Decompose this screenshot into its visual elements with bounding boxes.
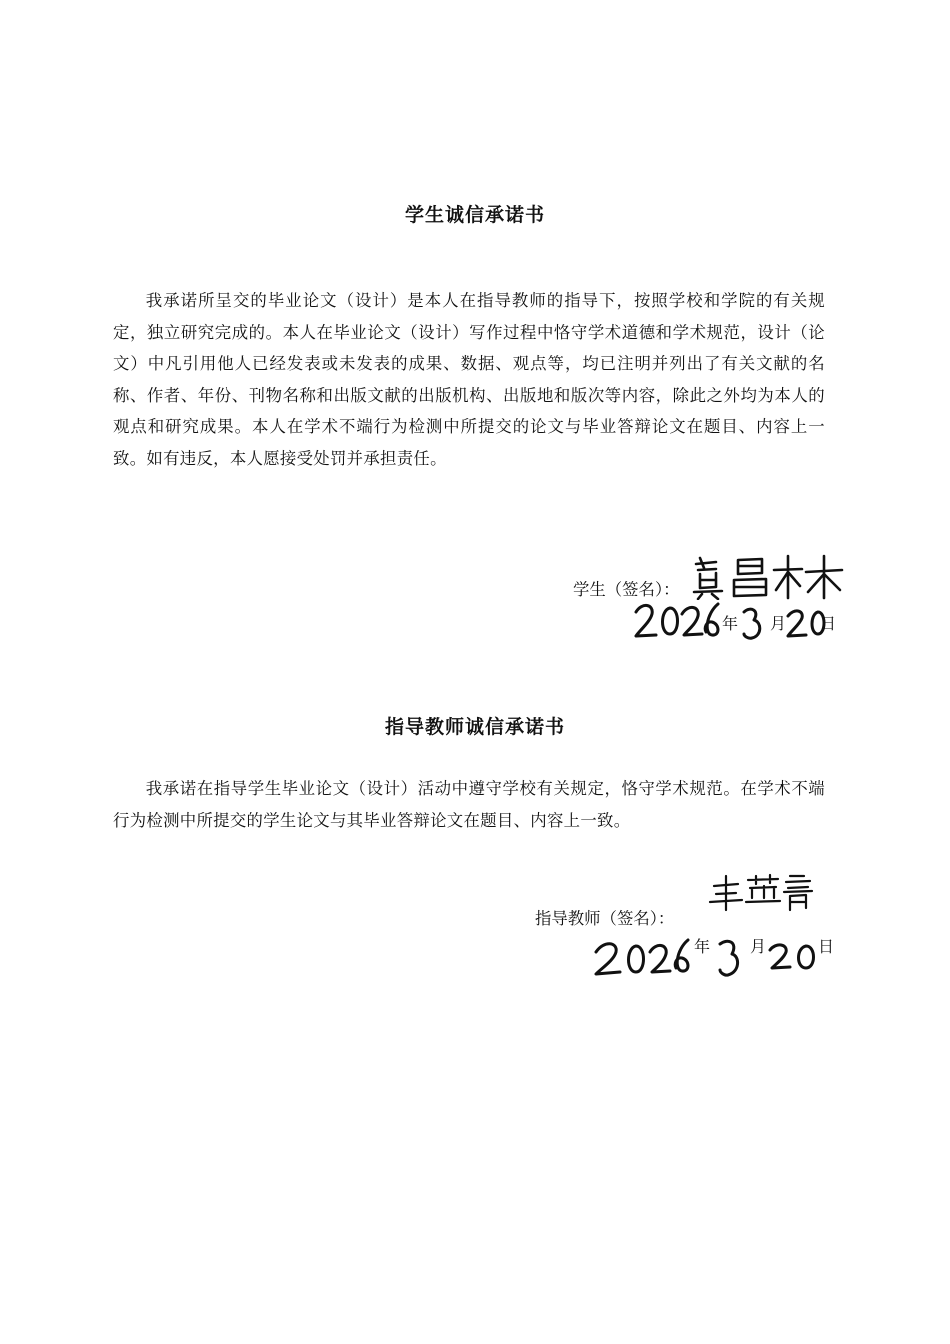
advisor-date-month-unit: 月 <box>750 937 767 956</box>
student-date-day-unit: 日 <box>820 614 837 633</box>
student-signature-label: 学生（签名）： <box>573 580 680 599</box>
student-date-year-unit: 年 <box>722 614 739 633</box>
advisor-handwritten-year <box>592 936 692 978</box>
advisor-signature-label: 指导教师（签名）： <box>535 909 675 928</box>
student-date-month-unit: 月 <box>770 614 787 633</box>
advisor-handwritten-month <box>716 938 744 980</box>
student-handwritten-month <box>740 606 764 642</box>
student-pledge-body: 我承诺所呈交的毕业论文（设计）是本人在指导教师的指导下，按照学校和学院的有关规定，独立研究完成的。本人在毕业论文（设计）写作过程中恪守学术道德和学术规范，设计（论文）中凡引用他人已经发表或未发表的成果、数据、观点等，均已注明并列出了有关文献的名称、作者、年份、刊物名称和出版文献的出版机构、出版地和版次等内容，除此之外均为本人的观点和研究成果。本人在学术不端行为检测中所提交的论文与毕业答辩论文在题目、内容上一致。如有违反，本人愿接受处罚并承担责任。 <box>113 291 825 468</box>
advisor-handwritten-signature <box>708 872 818 912</box>
advisor-handwritten-day <box>768 940 820 972</box>
student-handwritten-signature <box>690 550 850 600</box>
advisor-pledge-title: 指导教师诚信承诺书 <box>384 716 565 738</box>
advisor-date-day-unit: 日 <box>818 937 835 956</box>
advisor-date-year-unit: 年 <box>694 937 711 956</box>
advisor-pledge-body: 我承诺在指导学生毕业论文（设计）活动中遵守学校有关规定，恪守学术规范。在学术不端行为检测中所提交的学生论文与其毕业答辩论文在题目、内容上一致。 <box>113 779 825 830</box>
student-pledge-title: 学生诚信承诺书 <box>404 204 545 226</box>
student-handwritten-year <box>632 600 722 640</box>
